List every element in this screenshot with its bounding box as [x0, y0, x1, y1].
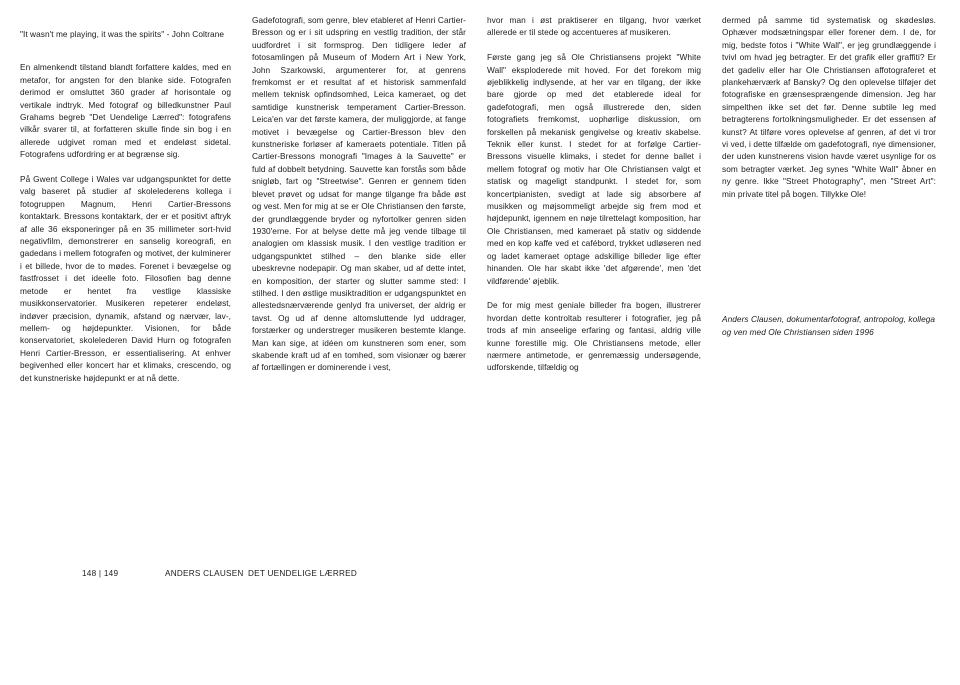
footer-book-title: DET UENDELIGE LÆRRED: [248, 569, 358, 578]
text-column-4: [722, 14, 936, 339]
body-paragraph: Gadefotografi, som genre, blev etableret af Henri Cartier-Bresson og er i sit udspring en vestlig tradition, der står uudfordret i sit formsprog. Den tidligere leder af fotosamlingen på Museum of Modern Art i New York, John Szarkowski, argumenterer for, at genrens fremkomst er et resultat af et historisk sammenfald mellem teknisk opfindsomhed, Leica kameraet, og det samtidige kunstnerisk temperament Cartier-Bresson. Leica'en var det første kamera, der muliggjorde, at fange motivet i bevægelse og Cartier-Bresson blev den kunstneriske forløser af kameraets potentiale. Titlen på Cartier-Bressons monografi "Images à la Sauvette" er fuld af dobbelt betydning. Sauvette kan forstås som både snigløb, fart og "Streetwise". Genren er gennem tiden blevet prøvet og udsat for mange tilgange fra både øst og vest. Men for mig at se er Ole Christiansen den første, der grundlæggende bryder og nyfortolker genren siden 1930'erne. For at belyse dette må jeg vende tilbage til analogien om klassisk musik. I den vestlige tradition er udgangspunktet stilhed – den blanke side eller ubeskrevne nodepapir. Og man skaber, ud af dette intet, en komposition, der starter og slutter samme sted: I stilhed. I den østlige musiktradition er udgangspunktet en allestedsnærværende genlyd fra universet, der aldrig er tavst. Og ud af denne altomsluttende lyd uddrager, forstærker og understreger musikeren bestemte klange. Man kan sige, at idéen om kunstneren som ener, som skabende kraft ud af en tomhed, som visionær og bærer af fortællingen er dominerende i vest,: [252, 15, 466, 373]
body-paragraph: De for mig mest geniale billeder fra bogen, illustrerer hvordan dette kontroltab resulterer i fotografier, jeg på trods af min anseelige erfaring og fantasi, aldrig ville kunne forestille mig. Ole Christiansens metode, eller nærmere antimetode, er genremæssig undersøgende, udforskende, tilfældig og: [487, 300, 701, 373]
body-paragraph: En almenkendt tilstand blandt forfattere kaldes, med en metafor, for angsten for den blanke side. Fotografen derimod er omsluttet 360 grader af horisontale og vertikale indtryk. Med fotograf og billedkunstner Paul Grahams begreb "Det Uendelige Lærred": fotografens vilkår svarer til, at forfatteren skulle finde sin bog i en allerede udgivet roman med et endeløst sidetal. Fotografens udfordring er at begrænse sig.: [20, 62, 231, 160]
footer-author: ANDERS CLAUSEN: [165, 569, 244, 578]
text-column-2: [252, 14, 466, 374]
text-column-1: [20, 28, 231, 384]
page-numbers: 148 | 149: [82, 569, 119, 578]
epigraph-quote: "It wasn't me playing, it was the spirits" - John Coltrane: [20, 29, 225, 39]
text-column-3: [487, 14, 701, 374]
author-credit: Anders Clausen, dokumentarfotograf, antropolog, kollega og ven med Ole Christiansen siden 1996: [722, 314, 936, 337]
body-paragraph: hvor man i øst praktiserer en tilgang, hvor værket allerede er til stede og accentueres af musikeren.: [487, 15, 701, 38]
body-paragraph: dermed på samme tid systematisk og skødesløs. Ophæver modsætningspar eller forener dem. I de, for mig, bedste fotos i "White Wall", er jeg grundlæggende i tvivl om hvad jeg betragter. Er det grafik eller graffiti? Er det gadeliv eller har Ole Christiansen affotograferet et plankehærværk af Bansky? Og den oplevelse tilføjer det fotografiske en grænsesprængende dimension. Jeg har simpelthen ikke set det før. Denne subtile leg med betragterens fortolkningsmuligheder. Er det essensen af kunst? At tilføre vores oplevelse af genren, af det vi tror vi ved, i dette tilfælde om gadefotografi, nye dimensioner, der uden kunstnerens vision havde været usynlige for os som betragter værket. Jeg synes "White Wall" åbner en ny genre. Ikke "Street Photography", men "Street Art": min private titel på bogen. Tillykke Ole!: [722, 15, 936, 199]
body-paragraph: På Gwent College i Wales var udgangspunktet for dette valg baseret på studier af skolelederens kollega i fotogruppen Magnum, Henri Cartier-Bressons kontaktark. Bressons kontaktark, der er et positivt aftryk af alle 36 eksponeringer på en 35 millimeter sort-hvid negativfilm, demonstrerer en sanselig koreografi, en gadedans i mellem fotografen og motivet, der kulminerer i et billede, hvor de to mødes. Forenet i bevægelse og fastfrosset i det ideelle foto. Filosofien bag denne metode er hentet fra vestlige klassiske musikkonservatorier. Musikeren repeterer endeløst, indøver præcision, dynamik, afstand og nærvær, lav-, mellem- og højdepunkter. Visionen, for både konservatoriet, skolelederen David Hurn og fotografen Henri Cartier-Bresson, er essentialisering. At enhver begivenhed eller koncert har et klimaks, crescendo, og det kunstneriske højdepunkt er at nå dette.: [20, 174, 231, 383]
body-paragraph: Første gang jeg så Ole Christiansens projekt "White Wall" eksploderede mit hoved. For det forekom mig øjeblikkelig indlysende, at her var en tilgang, der ikke bare gjorde op med det etablerede ideal for gadefotografi, men også illustrerede den, siden fotografiets fremkomst, uophørlige diskussion, om forskellen på mekanisk gengivelse og kreativ skabelse. Teknik eller kunst. I stedet for at forfølge Cartier-Bressons visuelle klimaks, i stedet for denne ballet i mellem fotograf og motiv har Ole Christiansen valgt et statisk og mageligt standpunkt. I stedet for, som koncertpianisten, svedigt at lade sig absorbere af musikken og møjsommeligt arbejde sig frem mod et højdepunkt, igennem en nøje tilrettelagt komposition, har Ole Christiansen, med kameraet på stativ og siddende med en kop kaffe ved et cafébord, trykket udløseren ned og ladet kameraet optage adskillige billeder lige efter hinanden. Ole har skabt ikke 'det afgørende', men 'det vildførende' øjeblik.: [487, 52, 701, 286]
